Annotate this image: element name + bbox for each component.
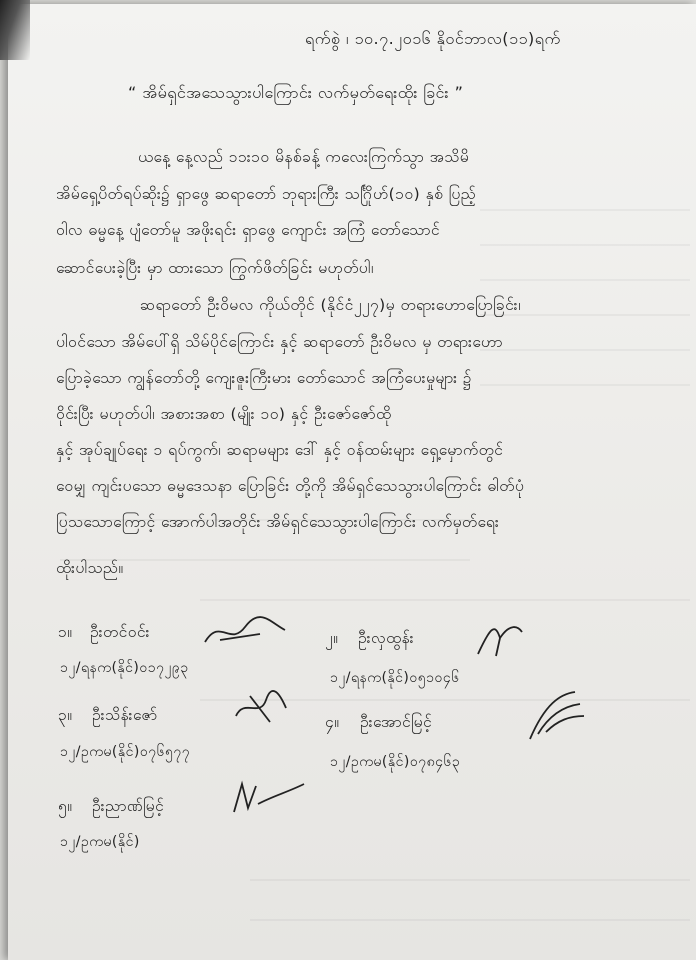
signer-1-number: ၁။ — [58, 623, 73, 641]
signer-1-name: ဦးတင်ဝင်း — [90, 623, 150, 641]
body-line-4: ဆောင်ပေးခဲ့ပြီး မှာ ထားသော ကြွက်ဖိတ်ခြင်း မဟုတ်ပါ၊ — [56, 259, 374, 277]
signer-5-nrc: ၁၂/ဥကမ(နိုင်) — [60, 834, 140, 850]
signer-1-nrc: ၁၂/ရနက(နိုင်)၀၁၇၂၉၃ — [60, 660, 189, 676]
body-line-1: ယနေ့ နေ့လည် ၁၁း၁၀ မိနစ်ခန့် ကလေးကြက်သွာ အသိမိ — [138, 148, 470, 166]
body-line-10: ဝေမျှ ကျင်းပသော ဓမ္မဒေသနာ ပြောခြင်း တို့ကို အိမ်ရှင်သေသွားပါကြောင်း ဓါတ်ပုံ — [56, 477, 525, 495]
signer-2-name: ဦးလှထွန်း — [358, 629, 415, 647]
signer-4-signature — [520, 684, 590, 744]
body-line-9: နှင့် အုပ်ချုပ်ရေး ၁ ရပ်ကွက်၊ ဆရာမများ ဒေါ် နှင့် ဝန်ထမ်းများ ရှေ့မှောက်တွင် — [56, 441, 504, 459]
body-line-5: ဆရာတော် ဦးဝိမလ ကိုယ်တိုင် (နိုင်ငံ၂၂၇)မှ တရားဟောပြောခြင်း၊ — [140, 296, 522, 314]
signer-3-nrc: ၁၂/ဥကမ(နိုင်)၀၇၆၅၇၇ — [60, 744, 191, 760]
signer-5-signature — [228, 778, 308, 818]
signer-4-number: ၄။ — [325, 713, 340, 731]
signer-5-number: ၅။ — [58, 797, 73, 815]
signer-3-number: ၃။ — [58, 706, 73, 724]
signer-2-number: ၂။ — [325, 629, 339, 647]
signer-4-name: ဦးအောင်မြင့် — [360, 713, 433, 731]
signer-3-signature — [230, 688, 290, 728]
signer-1-signature — [200, 612, 290, 652]
signer-2-nrc: ၁၂/ရနက(နိုင်)၀၅၁၀၄၆ — [330, 670, 460, 686]
body-line-12: ထိုးပါသည်။ — [56, 559, 124, 577]
body-line-3: ဝါလ ဓမ္မနေ့ ပျံတော်မူ အဖိုးရင်း ရှာဖွေ ကျောင်း အကြံ တော်သောင် — [56, 221, 441, 239]
body-line-8: ဝိုင်းပြီး မဟုတ်ပါ၊ အစားအစာ (မျိုး ၁၀) နှင့် ဦးဇော်ဇော်ထို — [56, 405, 392, 423]
body-line-11: ပြသသောကြောင့် အောက်ပါအတိုင်း အိမ်ရှင်သေသွားပါကြောင်း လက်မှတ်ရေး — [56, 513, 500, 531]
document-title: “ အိမ်ရှင်အသေသွားပါကြောင်း လက်မှတ်ရေးထိုး ခြင်း ” — [128, 83, 464, 102]
body-line-6: ပါဝင်သော အိမ်ပေါ်ရှိ သိမ်ပိုင်ကြောင်း နှင့် ဆရာတော် ဦးဝိမလ မှ တရားဟော — [56, 333, 503, 351]
body-line-7: ပြောခဲ့သော ကျွန်တော်တို့ ကျေးဇူးကြီးမား တော်သောင် အကြံပေးမှုများ ၌ — [56, 369, 473, 387]
signer-4-nrc: ၁၂/ဥကမ(နိုင်)၀၇၈၄၆၃ — [330, 754, 461, 770]
document-date: ရက်စွဲ ၊ ၁၀.၇.၂၀၁၆ နိုဝင်ဘာလ(၁၁)ရက် — [305, 29, 561, 48]
signer-5-name: ဦးညာဏ်မြင့် — [92, 797, 165, 815]
signer-3-name: ဦးသိန်းဇော် — [92, 706, 158, 724]
signer-2-signature — [470, 618, 530, 660]
body-line-2: အိမ်ရှေ့ပိတ်ရပ်ဆိုး၌ ရှာဖွေ ဆရာတော် ဘုရားကြီး သင်္ဂြိုဟ်(၁၀) နှစ် ပြည့် — [56, 185, 477, 203]
